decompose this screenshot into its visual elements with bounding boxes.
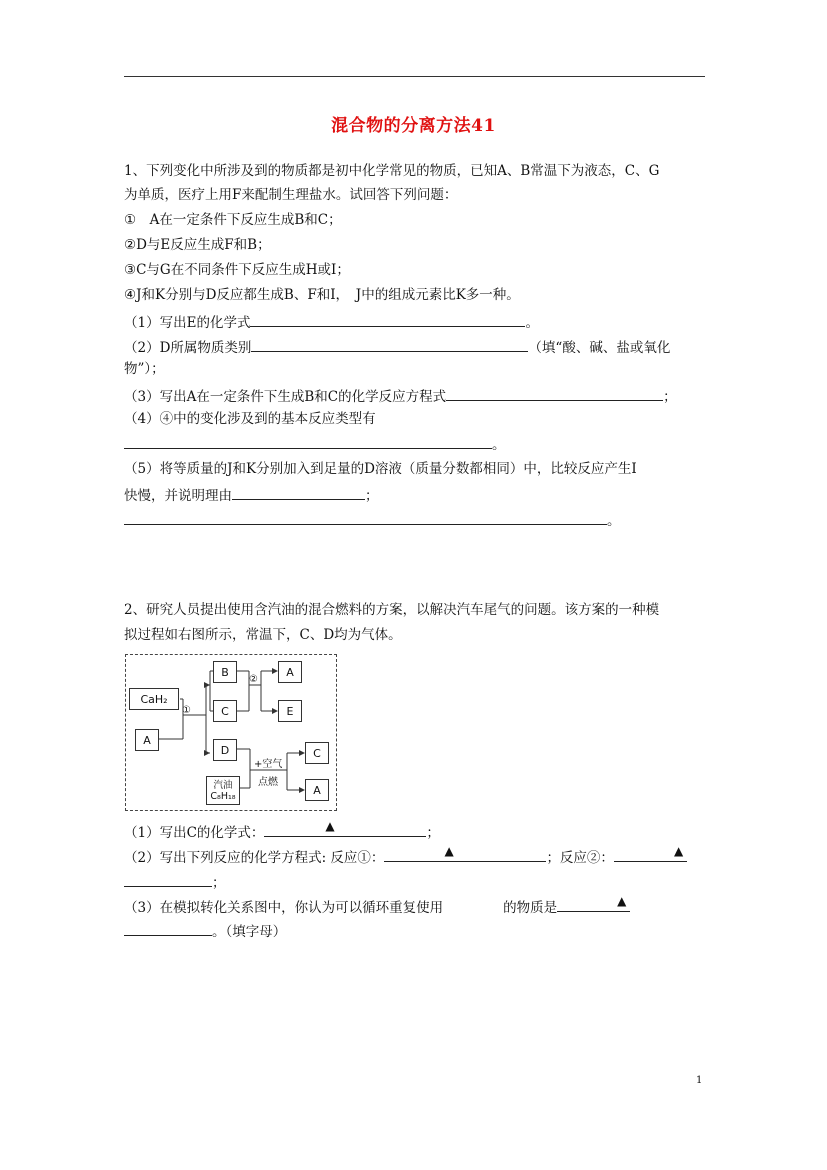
box-c: C bbox=[213, 700, 237, 722]
q1-sub-3-text: （3）写出A在一定条件下生成B和C的化学反应方程式 bbox=[124, 389, 447, 405]
box-out-a: A bbox=[278, 661, 302, 683]
q2-sub-3-end: 。（填字母） bbox=[212, 924, 287, 940]
page-number: 1 bbox=[696, 1075, 703, 1086]
box-out-c: C bbox=[305, 742, 329, 764]
header-rule bbox=[124, 76, 705, 77]
q2-sub-2-mid: ；反应②： bbox=[546, 850, 614, 866]
ignite-label: 点燃 bbox=[258, 777, 278, 788]
step-2-label: ② bbox=[249, 674, 258, 685]
q1-sub-1-end: 。 bbox=[525, 315, 539, 331]
q2-sub-3-blank-1[interactable] bbox=[557, 894, 630, 912]
q1-sub-3-end: ； bbox=[663, 389, 677, 405]
air-label: +空气 bbox=[254, 759, 283, 770]
box-out-e: E bbox=[278, 700, 302, 722]
box-d: D bbox=[213, 739, 237, 761]
q2-sub-2-end: ； bbox=[212, 875, 226, 891]
q1-line-4: ②D与E反应生成F和B； bbox=[124, 237, 271, 253]
q1-sub-2 bbox=[124, 337, 670, 357]
q2-sub-3 bbox=[124, 894, 630, 917]
q1-sub-5-line-2 bbox=[124, 485, 379, 505]
q1-sub-4: （4）④中的变化涉及到的基本反应类型有 bbox=[124, 411, 376, 427]
gasoline-formula: C₈H₁₈ bbox=[210, 790, 236, 802]
q1-sub-4-end: 。 bbox=[492, 437, 506, 453]
answer-mark-icon: ▲ bbox=[673, 844, 684, 858]
q1-sub-1-blank[interactable] bbox=[250, 312, 525, 327]
answer-mark-icon: ▲ bbox=[617, 894, 627, 908]
step-1-label: ① bbox=[182, 705, 191, 716]
q2-line-1: 2、研究人员提出使用含汽油的混合燃料的方案，以解决汽车尾气的问题。该方案的一种模 bbox=[124, 602, 660, 618]
box-gasoline bbox=[206, 776, 240, 805]
box-a: A bbox=[135, 729, 159, 751]
box-out-a2: A bbox=[305, 779, 329, 801]
q1-sub-5-blank-2[interactable] bbox=[124, 510, 607, 525]
q2-sub-3-blank-2[interactable] bbox=[124, 921, 212, 936]
q2-sub-1-end: ； bbox=[426, 825, 440, 841]
q2-sub-1 bbox=[124, 819, 440, 842]
gasoline-label: 汽油 bbox=[213, 779, 233, 791]
q1-line-5: ③C与G在不同条件下反应生成H或I； bbox=[124, 262, 350, 278]
q1-sub-5-line-2-text: 快慢，并说明理由 bbox=[124, 488, 232, 504]
q1-sub-1-text: （1）写出E的化学式 bbox=[124, 315, 251, 331]
q1-sub-5: （5）将等质量的J和K分别加入到足量的D溶液（质量分数都相同）中，比较反应产生I bbox=[124, 461, 637, 477]
q2-sub-2-blank-2[interactable] bbox=[614, 844, 687, 862]
box-cah2: CaH₂ bbox=[129, 688, 179, 710]
q1-sub-2-line-2: 物”）； bbox=[124, 361, 165, 377]
q2-sub-2 bbox=[124, 844, 687, 867]
q1-line-3: ① A在一定条件下反应生成B和C； bbox=[124, 212, 342, 228]
q1-sub-1 bbox=[124, 312, 539, 332]
q2-sub-2-blank-3[interactable] bbox=[124, 872, 212, 887]
flow-diagram bbox=[125, 654, 337, 811]
q1-sub-2-blank[interactable] bbox=[251, 337, 528, 352]
q1-sub-3 bbox=[124, 386, 677, 406]
q1-sub-2-end: （填“酸、碱、盐或氧化 bbox=[528, 340, 671, 356]
q2-sub-3-mid: 的物质是 bbox=[503, 900, 558, 916]
q1-sub-4-blank[interactable] bbox=[124, 434, 492, 449]
q1-sub-5-line-3 bbox=[124, 510, 621, 530]
q2-sub-1-blank[interactable] bbox=[264, 819, 426, 837]
q2-sub-3-line-2 bbox=[124, 921, 286, 941]
q1-line-2: 为单质，医疗上用F来配制生理盐水。试回答下列问题： bbox=[124, 187, 458, 203]
q1-line-6: ④J和K分别与D反应都生成B、F和I， J中的组成元素比K多一种。 bbox=[124, 287, 520, 303]
answer-mark-icon: ▲ bbox=[444, 844, 454, 858]
box-b: B bbox=[213, 661, 237, 683]
q2-sub-2-text: （2）写出下列反应的化学方程式: 反应①： bbox=[124, 850, 385, 866]
q1-sub-5-blank-1[interactable] bbox=[232, 485, 365, 500]
q1-line-1: 1、下列变化中所涉及到的物质都是初中化学常见的物质，已知A、B常温下为液态，C、G bbox=[124, 163, 660, 179]
q1-sub-3-blank[interactable] bbox=[446, 386, 663, 401]
q1-sub-5-line-3-end: 。 bbox=[607, 513, 621, 529]
q2-sub-2-blank-1[interactable] bbox=[384, 844, 546, 862]
q2-sub-3-text: （3）在模拟转化关系图中，你认为可以循环重复使用 bbox=[124, 900, 444, 916]
page-title: 混合物的分离方法41 bbox=[331, 116, 496, 136]
q1-sub-4-answer bbox=[124, 434, 506, 454]
answer-mark-icon: ▲ bbox=[325, 819, 335, 833]
q1-sub-5-line-2-end: ； bbox=[365, 488, 379, 504]
q2-sub-1-text: （1）写出C的化学式： bbox=[124, 825, 265, 841]
q1-sub-2-text: （2）D所属物质类别 bbox=[124, 340, 252, 356]
q2-sub-2-line-2 bbox=[124, 872, 226, 892]
q2-line-2: 拟过程如右图所示，常温下，C、D均为气体。 bbox=[124, 627, 402, 643]
